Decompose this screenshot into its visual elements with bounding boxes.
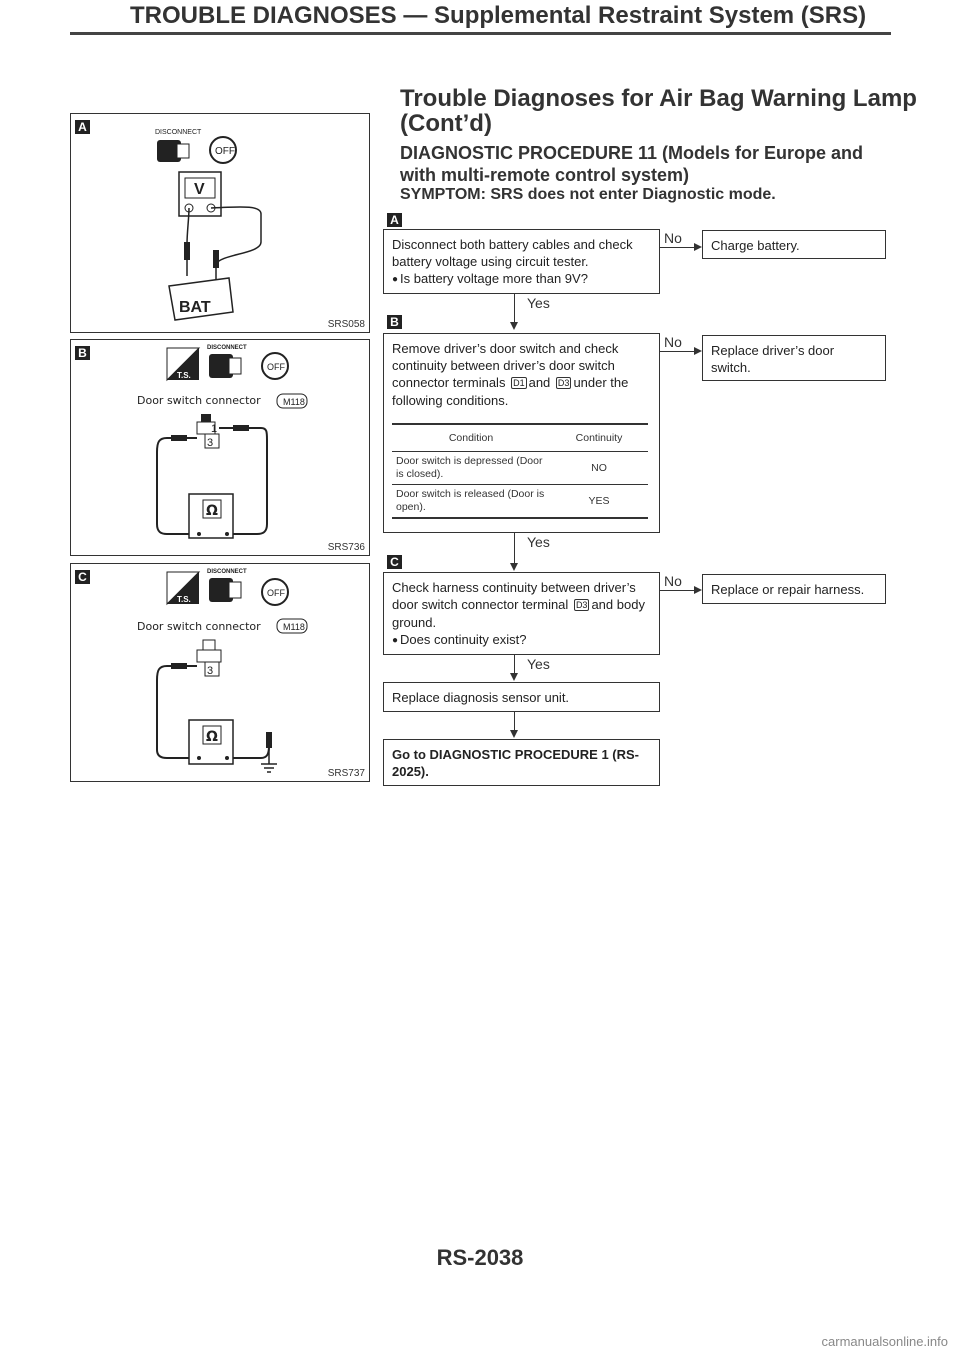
battery-voltage-diagram <box>71 114 369 332</box>
table-cell: YES <box>550 485 648 519</box>
panel-mark: A <box>75 120 90 134</box>
step-b-text: Remove driver’s door switch and check continuity between driver’s door switch connector terminals D1 and D3 under the following conditions. <box>392 341 629 408</box>
step-c-yes-connector <box>514 655 515 673</box>
off-label: OFF <box>267 588 285 598</box>
step-c-no-label: No <box>664 573 682 589</box>
terminal-badge-1: D1 <box>513 378 525 388</box>
volt-label: V <box>194 181 205 198</box>
table-cell: Door switch is released (Door is open). <box>392 485 550 519</box>
step-c-no-connector <box>660 590 696 591</box>
step-c-box <box>383 572 660 655</box>
step-c-no-arrow <box>694 586 702 594</box>
step-a-no-connector <box>660 247 696 248</box>
step-c-text: Check harness continuity between driver’s door switch connector terminal D3 and body ground. <box>392 580 645 630</box>
step-c-yes-label: Yes <box>527 656 550 672</box>
pin-3-label: 3 <box>207 437 214 449</box>
ts-label: T.S. <box>177 595 191 604</box>
off-label: OFF <box>267 362 285 372</box>
step-a-no-label: No <box>664 230 682 246</box>
step-a-yes-arrow <box>510 322 518 330</box>
off-label: OFF <box>215 146 235 157</box>
step-mark-c: C <box>387 555 402 569</box>
step-a-no-arrow <box>694 243 702 251</box>
step-b-no-connector <box>660 351 696 352</box>
battery-label: BAT <box>179 299 211 316</box>
step-b-box <box>383 333 660 533</box>
final-step-connector <box>514 712 515 730</box>
harness-continuity-diagram <box>71 564 369 781</box>
final-step-goto-procedure: Go to DIAGNOSTIC PROCEDURE 1 (RS-2025). <box>383 739 660 786</box>
terminal-badge-3: D3 <box>557 378 570 388</box>
ohm-label: Ω <box>206 503 218 519</box>
section-title: Trouble Diagnoses for Air Bag Warning Lamp (Cont’d) <box>400 85 917 137</box>
step-a-box <box>383 229 660 294</box>
illustration-panel-b <box>70 339 370 556</box>
step-b-no-action: Replace driver’s door switch. <box>702 335 886 381</box>
panel-mark: C <box>75 570 90 584</box>
condition-table <box>392 423 648 519</box>
figure-code: SRS058 <box>327 319 365 330</box>
ts-label: T.S. <box>177 371 191 380</box>
step-a-no-action: Charge battery. <box>702 230 886 259</box>
step-c-yes-arrow <box>510 673 518 681</box>
door-switch-continuity-diagram <box>71 340 369 555</box>
pin-1-label: 1 <box>211 423 218 435</box>
table-header: Condition <box>392 424 550 452</box>
terminal-badge-3: D3 <box>575 600 588 610</box>
connector-label: Door switch connector <box>137 394 261 407</box>
step-a-yes-label: Yes <box>527 295 550 311</box>
step-a-line2: battery voltage using circuit tester. <box>392 254 589 269</box>
step-b-yes-connector <box>514 533 515 563</box>
step-b-yes-label: Yes <box>527 534 550 550</box>
disconnect-label: DISCONNECT <box>207 569 247 575</box>
table-row <box>392 452 648 485</box>
step-c-check: ● Does continuity exist? <box>392 632 527 647</box>
step-a-line1: Disconnect both battery cables and check <box>392 237 633 252</box>
ohm-label: Ω <box>206 729 218 745</box>
header-rule <box>70 32 891 35</box>
step-b-no-arrow <box>694 347 702 355</box>
step-a-yes-connector <box>514 294 515 322</box>
procedure-title: DIAGNOSTIC PROCEDURE 11 (Models for Europe and with multi-remote control system) <box>400 143 864 185</box>
running-header: TROUBLE DIAGNOSES — Supplemental Restraint System (SRS) <box>130 2 867 29</box>
table-cell: Door switch is depressed (Door is closed). <box>392 452 550 485</box>
step-c-no-action: Replace or repair harness. <box>702 574 886 604</box>
step-mark-b: B <box>387 315 402 329</box>
figure-code: SRS736 <box>327 542 365 553</box>
disconnect-label: DISCONNECT <box>155 129 202 136</box>
connector-label: Door switch connector <box>137 620 261 633</box>
step-mark-a: A <box>387 213 402 227</box>
illustration-panel-a <box>70 113 370 333</box>
connector-id: M118 <box>283 622 305 632</box>
figure-code: SRS737 <box>327 768 365 779</box>
final-step-replace-sensor: Replace diagnosis sensor unit. <box>383 682 660 712</box>
symptom-text: SYMPTOM: SRS does not enter Diagnostic mode. <box>400 186 776 203</box>
step-a-check: ● Is battery voltage more than 9V? <box>392 271 588 286</box>
watermark: carmanualsonline.info <box>821 1334 948 1349</box>
page-number: RS-2038 <box>436 1245 524 1270</box>
step-b-yes-arrow <box>510 563 518 571</box>
final-step-arrow <box>510 730 518 738</box>
table-row <box>392 485 648 519</box>
table-header: Continuity <box>550 424 648 452</box>
step-b-no-label: No <box>664 334 682 350</box>
pin-3-label: 3 <box>207 665 214 677</box>
table-cell: NO <box>550 452 648 485</box>
connector-id: M118 <box>283 397 305 407</box>
illustration-panel-c <box>70 563 370 782</box>
panel-mark: B <box>75 346 90 360</box>
disconnect-label: DISCONNECT <box>207 345 247 351</box>
